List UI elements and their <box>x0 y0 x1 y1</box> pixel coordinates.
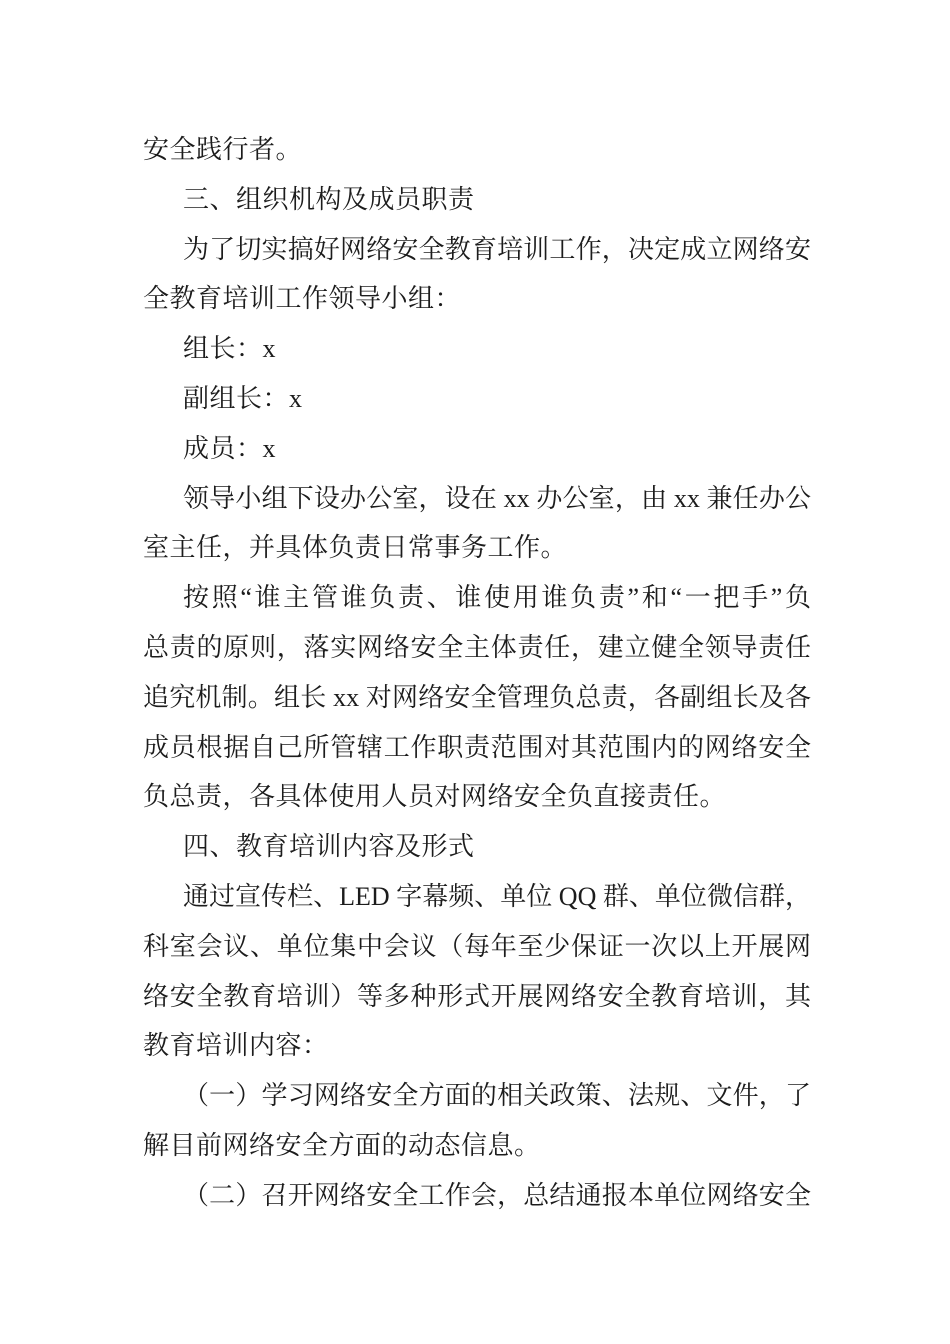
text-line: 络安全教育培训）等多种形式开展网络安全教育培训，其 <box>143 981 811 1011</box>
text-line: 通过宣传栏、LED 字幕频、单位 QQ 群、单位微信群， <box>183 881 811 911</box>
text-line: 解目前网络安全方面的动态信息。 <box>143 1130 541 1160</box>
text-line: 三、组织机构及成员职责 <box>183 184 475 214</box>
text-line: 追究机制。组长 xx 对网络安全管理负总责，各副组长及各 <box>143 682 811 712</box>
document-body <box>143 125 811 1221</box>
text-line: 负总责，各具体使用人员对网络安全负直接责任。 <box>143 782 727 812</box>
text-line: 总责的原则，落实网络安全主体责任，建立健全领导责任 <box>143 632 811 662</box>
text-line: 成员根据自己所管辖工作职责范围对其范围内的网络安全 <box>143 732 811 762</box>
text-line: 成员：x <box>183 433 277 463</box>
text-line: （一）学习网络安全方面的相关政策、法规、文件，了 <box>183 1081 811 1111</box>
text-line: 副组长：x <box>183 383 303 413</box>
text-line: 教育培训内容： <box>143 1031 329 1061</box>
text-line: （二）召开网络安全工作会，总结通报本单位网络安全 <box>183 1180 811 1210</box>
text-line: 安全践行者。 <box>143 135 303 164</box>
text-line: 四、教育培训内容及形式 <box>183 832 475 862</box>
text-line: 为了切实搞好网络安全教育培训工作，决定成立网络安 <box>183 234 811 264</box>
text-line: 组长：x <box>183 334 277 364</box>
text-line: 科室会议、单位集中会议（每年至少保证一次以上开展网 <box>143 931 811 961</box>
text-line: 按照“谁主管谁负责、谁使用谁负责”和“一把手”负 <box>183 583 811 613</box>
text-line: 室主任，并具体负责日常事务工作。 <box>143 533 568 563</box>
text-line: 领导小组下设办公室，设在 xx 办公室，由 xx 兼任办公 <box>183 483 811 513</box>
text-line: 全教育培训工作领导小组： <box>143 284 462 314</box>
